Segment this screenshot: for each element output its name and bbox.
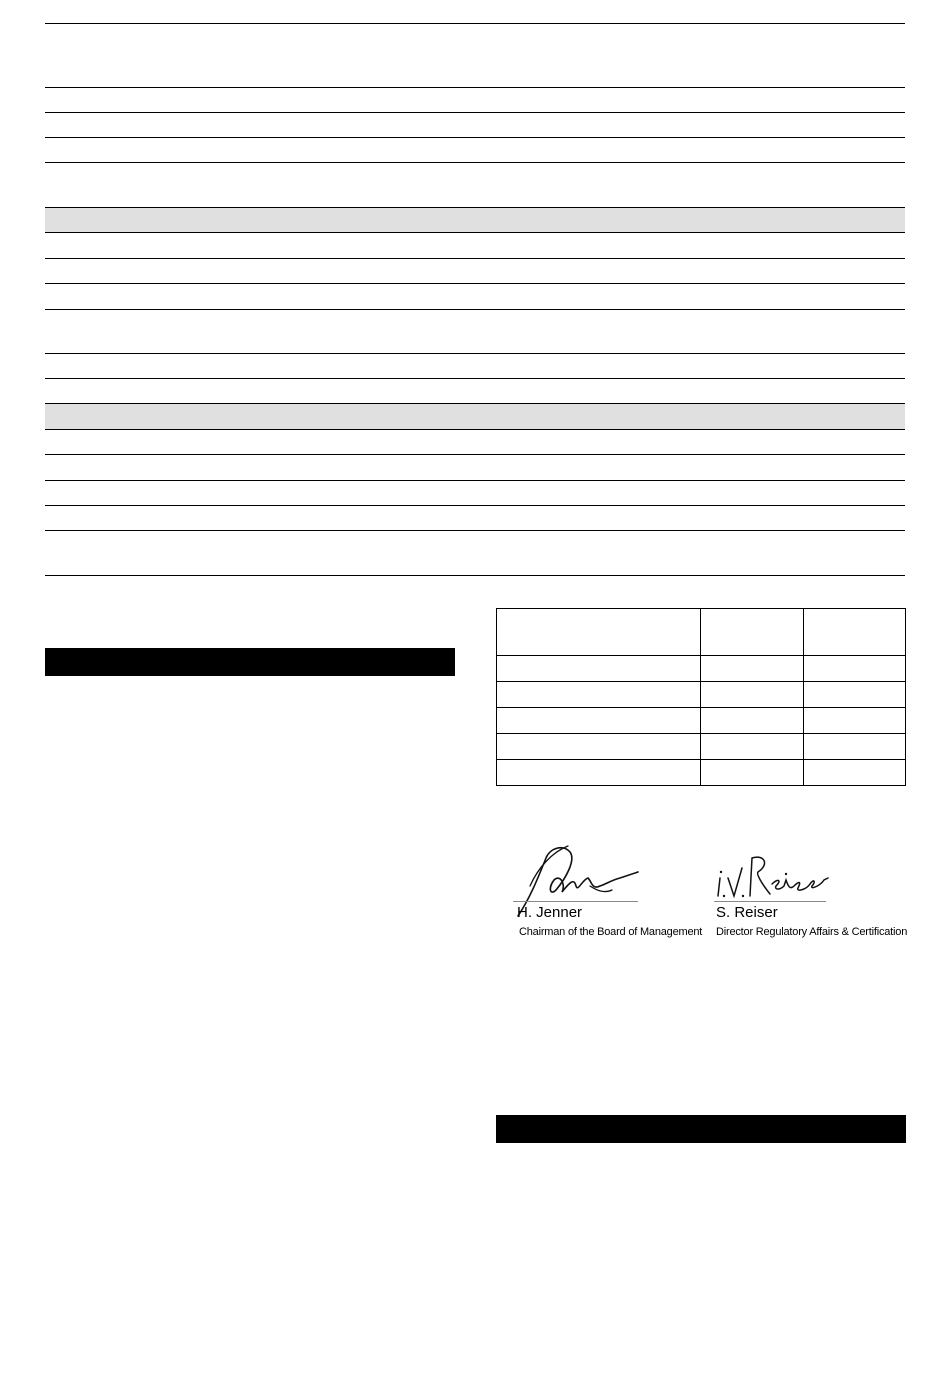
table-cell — [803, 760, 905, 786]
table-cell — [701, 708, 803, 734]
table-cell — [497, 708, 701, 734]
signature-line — [513, 901, 638, 902]
table-cell — [701, 760, 803, 786]
section-header-band — [45, 207, 905, 232]
table-cell — [497, 656, 701, 682]
table-rule — [45, 575, 905, 576]
table-rule — [45, 162, 905, 163]
table-rule — [45, 87, 905, 88]
table-rule — [45, 454, 905, 455]
handwritten-signature-reiser — [712, 850, 830, 900]
signatory-name: S. Reiser — [716, 904, 778, 921]
left-section-heading-bar — [45, 648, 455, 676]
table-row — [497, 682, 906, 708]
table-cell — [803, 609, 905, 656]
table-rule — [45, 429, 905, 430]
table-rule — [45, 309, 905, 310]
table-row — [497, 760, 906, 786]
table-cell — [701, 656, 803, 682]
table-cell — [803, 656, 905, 682]
table-cell — [701, 734, 803, 760]
table-rule — [45, 505, 905, 506]
table-rule — [45, 353, 905, 354]
signatory-role: Chairman of the Board of Management — [519, 926, 703, 938]
signature-line — [714, 901, 826, 902]
table-rule — [45, 530, 905, 531]
table-rule — [45, 112, 905, 113]
table-rule — [45, 23, 905, 24]
table-cell — [701, 609, 803, 656]
table-rule — [45, 403, 905, 404]
table-cell — [803, 682, 905, 708]
table-cell — [497, 609, 701, 656]
right-section-heading-bar — [496, 1115, 906, 1143]
section-header-band — [45, 403, 905, 429]
table-cell — [803, 734, 905, 760]
table-rule — [45, 480, 905, 481]
table-cell — [701, 682, 803, 708]
table-row — [497, 609, 906, 656]
table-rule — [45, 258, 905, 259]
table-cell — [497, 734, 701, 760]
table-row — [497, 656, 906, 682]
signatory-name: H. Jenner — [517, 904, 583, 921]
table-cell — [497, 760, 701, 786]
table-cell — [497, 682, 701, 708]
table-rule — [45, 137, 905, 138]
table-row — [497, 734, 906, 760]
table-rule — [45, 232, 905, 233]
table-rule — [45, 283, 905, 284]
table-rule — [45, 378, 905, 379]
spec-table — [496, 608, 906, 786]
table-cell — [803, 708, 905, 734]
signatory-role: Director Regulatory Affairs & Certification — [716, 926, 908, 938]
table-rule — [45, 207, 905, 208]
table-row — [497, 708, 906, 734]
